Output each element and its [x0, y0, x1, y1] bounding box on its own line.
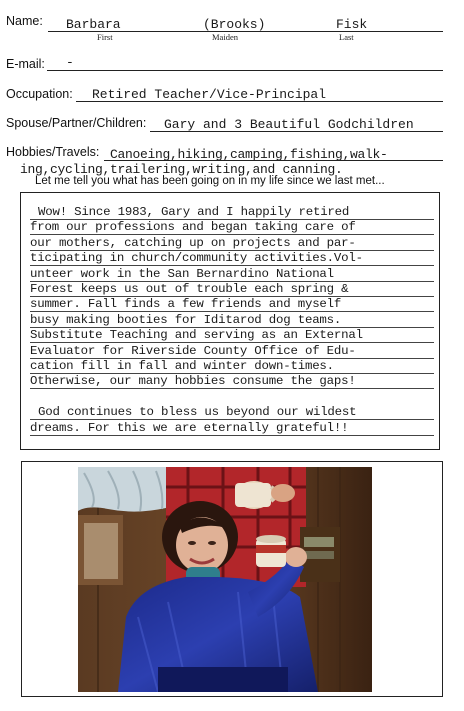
occupation-label: Occupation: — [6, 87, 73, 101]
hobbies-label: Hobbies/Travels: — [6, 145, 100, 159]
spouse-value: Gary and 3 Beautiful Godchildren — [164, 117, 414, 132]
letter-line: Evaluator for Riverside County Office of Edu- — [30, 343, 356, 358]
spouse-rule — [150, 131, 443, 132]
name-first-value: Barbara — [66, 17, 121, 32]
spouse-label: Spouse/Partner/Children: — [6, 116, 147, 130]
letter-rule — [30, 388, 434, 389]
name-maiden-caption: Maiden — [212, 32, 238, 42]
letter-line: from our professions and began taking care of — [30, 220, 356, 235]
letter-line: cation fill in fall and winter down-times. — [30, 359, 334, 373]
name-maiden-value: (Brooks) — [203, 17, 266, 32]
letter-line: Forest keeps us out of trouble each spring & — [30, 282, 349, 296]
letter-line: Substitute Teaching and serving as an External — [30, 328, 363, 343]
letter-line: ticipating in church/community activities.Vol- — [30, 251, 363, 266]
letter-line: Wow! Since 1983, Gary and I happily retired — [38, 205, 350, 219]
occupation-rule — [76, 101, 443, 102]
hobbies-line-1: Canoeing,hiking,camping,fishing,walk- — [110, 147, 388, 162]
email-rule — [47, 70, 443, 71]
name-label: Name: — [6, 14, 43, 28]
hobbies-rule — [104, 160, 443, 161]
email-value: - — [66, 55, 74, 70]
hobbies-line-2: ing,cycling,trailering,writing,and canning. — [20, 162, 343, 177]
letter-rule — [30, 435, 434, 436]
name-last-value: Fisk — [336, 17, 368, 32]
letter-prompt: Let me tell you what has been going on in my life since we last met... — [35, 175, 385, 187]
letter-line: busy making booties for Iditarod dog teams. — [30, 312, 342, 327]
letter-line: summer. Fall finds a few friends and myself — [30, 297, 342, 312]
letter-line: Otherwise, our many hobbies consume the gaps! — [30, 374, 356, 389]
occupation-value: Retired Teacher/Vice-Principal — [92, 87, 327, 102]
letter-line: God continues to bless us beyond our wildest — [38, 405, 357, 420]
email-label: E-mail: — [6, 57, 45, 71]
photo-of-woman-with-mug-icon — [78, 467, 372, 692]
name-first-caption: First — [97, 32, 113, 42]
name-last-caption: Last — [339, 32, 354, 42]
letter-line: our mothers, catching up on projects and par- — [30, 235, 356, 250]
letter-line: unteer work in the San Bernardino National — [30, 266, 334, 281]
letter-line: dreams. For this we are eternally grateful!! — [30, 420, 349, 435]
